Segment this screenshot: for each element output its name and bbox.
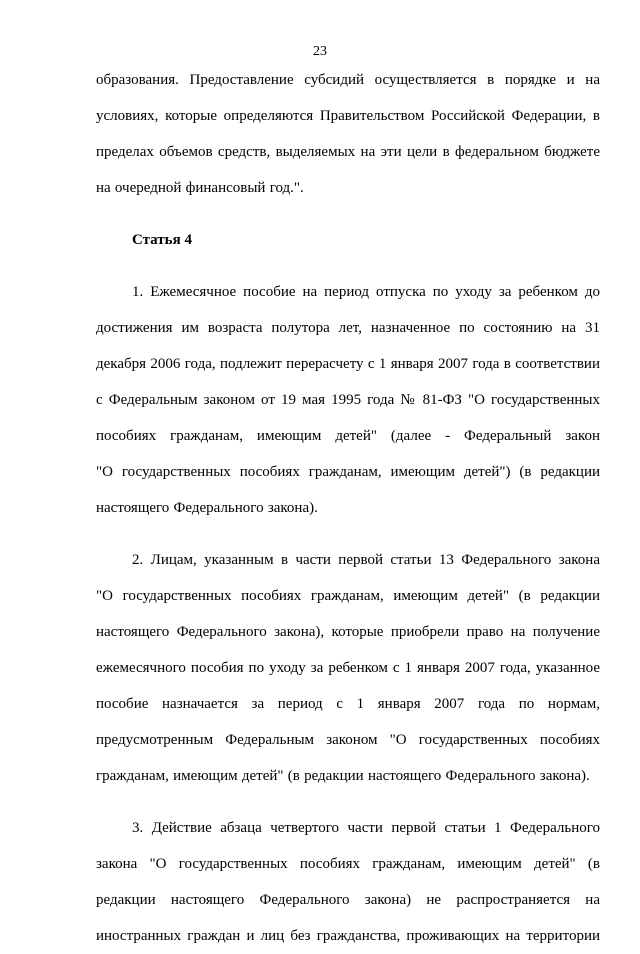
- text-line: 2. Лицам, указанным в части первой статьи 13 Федерального закона: [132, 552, 600, 568]
- text-line: настоящего Федерального закона), которые приобрели право на получение: [96, 624, 600, 640]
- text-line: достижения им возраста полутора лет, назначенное по состоянию на 31: [96, 320, 600, 336]
- page-number: 23: [313, 44, 327, 59]
- text-line: образования. Предоставление субсидий осуществляется в порядке и на: [96, 72, 600, 88]
- text-line: ежемесячного пособия по уходу за ребенком с 1 января 2007 года, указанное: [96, 660, 600, 676]
- text-line: 1. Ежемесячное пособие на период отпуска по уходу за ребенком до: [132, 284, 600, 300]
- text-line: декабря 2006 года, подлежит перерасчету с 1 января 2007 года в соответствии: [96, 356, 600, 372]
- text-line: закона "О государственных пособиях гражданам, имеющим детей" (в: [96, 856, 600, 872]
- paragraph-intro: [96, 62, 600, 206]
- text-line: иностранных граждан и лиц без гражданства, проживающих на территории: [96, 928, 600, 944]
- document-body: [96, 62, 600, 954]
- text-line: с Федеральным законом от 19 мая 1995 года № 81-ФЗ "О государственных: [96, 392, 600, 408]
- text-line: пособие назначается за период с 1 января 2007 года по нормам,: [96, 696, 600, 712]
- text-line: предусмотренным Федеральным законом "О государственных пособиях: [96, 732, 600, 748]
- text-line: пособиях гражданам, имеющим детей" (далее - Федеральный закон: [96, 428, 600, 444]
- text-line: редакции настоящего Федерального закона) не распространяется на: [96, 892, 600, 908]
- article-heading: Статья 4: [132, 232, 192, 248]
- text-line: гражданам, имеющим детей" (в редакции настоящего Федерального закона).: [96, 768, 590, 784]
- text-line: 3. Действие абзаца четвертого части первой статьи 1 Федерального: [132, 820, 600, 836]
- text-line: пределах объемов средств, выделяемых на эти цели в федеральном бюджете: [96, 144, 600, 160]
- text-line: на очередной финансовый год.".: [96, 180, 304, 196]
- text-line: настоящего Федерального закона).: [96, 500, 318, 516]
- paragraph-1: [96, 274, 600, 526]
- text-line: "О государственных пособиях гражданам, имеющим детей" (в редакции: [96, 588, 600, 604]
- text-line: условиях, которые определяются Правительством Российской Федерации, в: [96, 108, 600, 124]
- text-line: "О государственных пособиях гражданам, имеющим детей") (в редакции: [96, 464, 600, 480]
- paragraph-2: [96, 542, 600, 794]
- paragraph-3: [96, 810, 600, 954]
